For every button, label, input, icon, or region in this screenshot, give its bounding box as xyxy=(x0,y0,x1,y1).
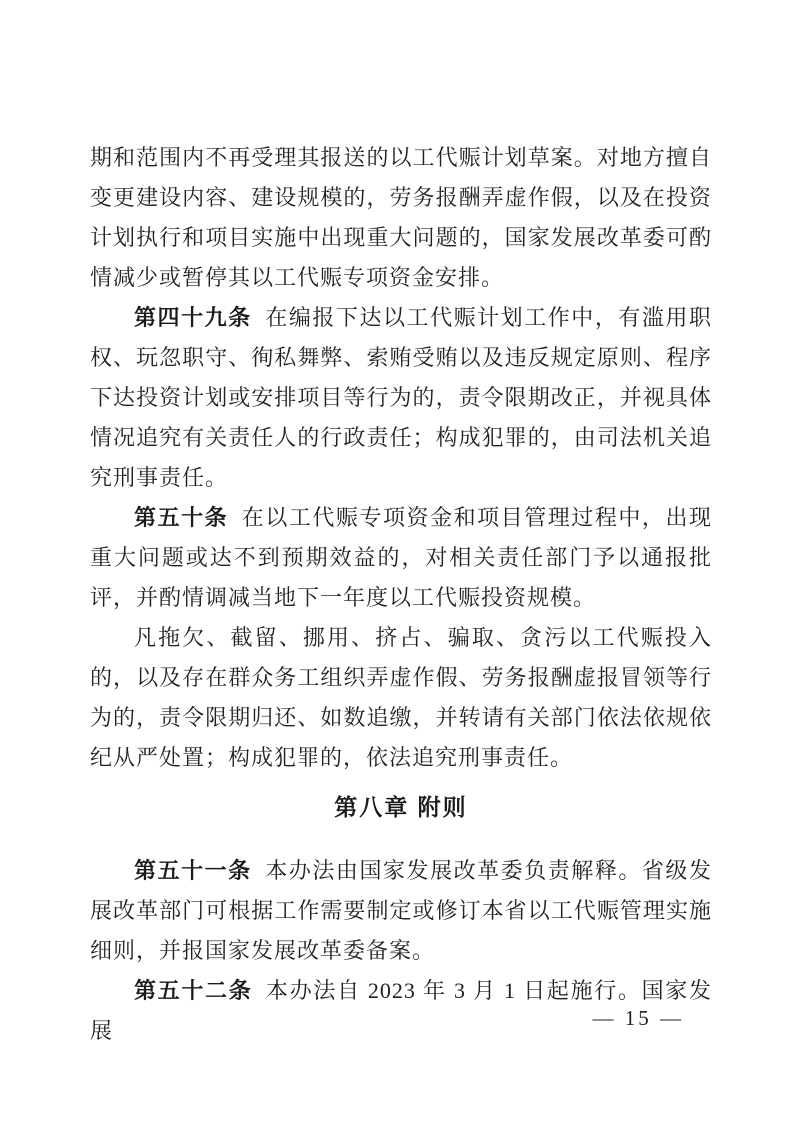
paragraph-text: 在以工代赈专项资金和项目管理过程中，出现重大问题或达不到预期效益的，对相关责任部门予以通报批评，并酌情调减当地下一年度以工代赈投资规模。 xyxy=(90,505,712,610)
paragraph-continuation xyxy=(90,138,712,298)
paragraph-article-49 xyxy=(90,298,712,498)
paragraph-text: 本办法自 2023 年 3 月 1 日起施行。国家发展 xyxy=(90,978,712,1043)
paragraph-article-51 xyxy=(90,851,712,971)
page-number: — 15 — xyxy=(592,1006,684,1030)
article-number: 第五十条 xyxy=(134,505,229,530)
article-number: 第五十二条 xyxy=(134,978,253,1003)
paragraph-text: 凡拖欠、截留、挪用、挤占、骗取、贪污以工代赈投入的，以及存在群众务工组织弄虚作假、劳务报酬虚报冒领等行为的，责令限期归还、如数追缴，并转请有关部门依法依规依纪从严处置；构成犯罪的，依法追究刑事责任。 xyxy=(90,625,712,770)
paragraph-article-50-supplement xyxy=(90,618,712,778)
paragraph-text: 在编报下达以工代赈计划工作中，有滥用职权、玩忽职守、徇私舞弊、索贿受贿以及违反规定原则、程序下达投资计划或安排项目等行为的，责令限期改正，并视具体情况追究有关责任人的行政责任；构成犯罪的，由司法机关追究刑事责任。 xyxy=(90,305,712,490)
article-number: 第五十一条 xyxy=(134,858,252,883)
article-number: 第四十九条 xyxy=(134,305,252,330)
document-content xyxy=(90,138,712,1051)
paragraph-text: 本办法由国家发展改革委负责解释。省级发展改革部门可根据工作需要制定或修订本省以工代赈管理实施细则，并报国家发展改革委备案。 xyxy=(90,858,712,963)
chapter-heading: 第八章 附则 xyxy=(334,794,468,820)
paragraph-article-50 xyxy=(90,498,712,618)
paragraph-text: 期和范围内不再受理其报送的以工代赈计划草案。对地方擅自变更建设内容、建设规模的，劳务报酬弄虚作假，以及在投资计划执行和项目实施中出现重大问题的，国家发展改革委可酌情减少或暂停其以工代赈专项资金安排。 xyxy=(90,145,712,290)
